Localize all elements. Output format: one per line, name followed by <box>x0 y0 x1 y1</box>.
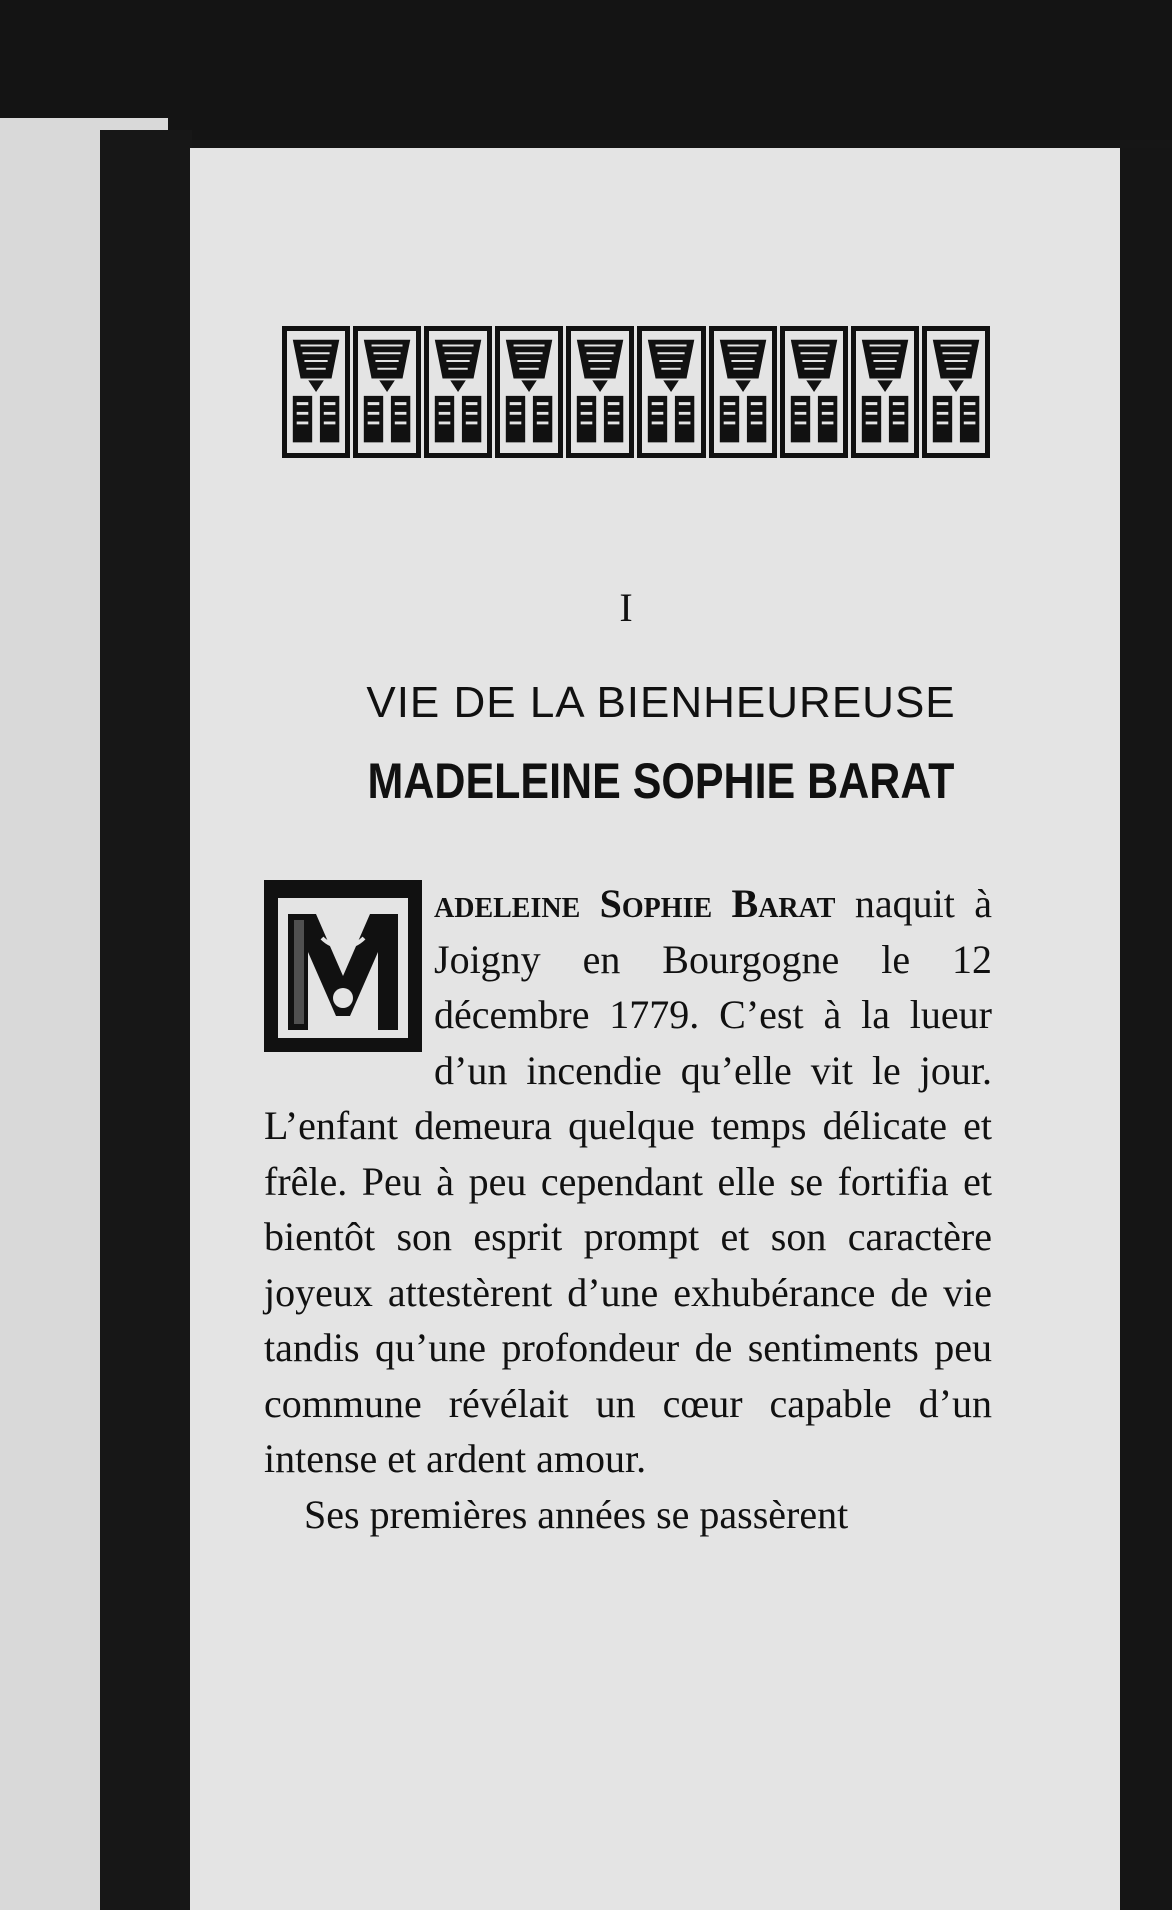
ornament-cell-icon <box>922 326 990 458</box>
ornamental-header-band <box>282 326 990 458</box>
ornament-cell-icon <box>709 326 777 458</box>
ornament-cell-icon <box>851 326 919 458</box>
lead-in-name: adeleine Sophie Barat <box>434 881 836 926</box>
ornament-cell-icon <box>780 326 848 458</box>
paragraph-1-text: naquit à Joigny en Bourgogne le 12 décembre 1779. C’est à la lueur d’un incendie qu’elle vit le jour. L’enfant demeura quelque temps délicate et frêle. Peu à peu cependant elle se fortifia et bientôt son esprit prompt et son caractère joyeux attestèrent d’une exhubérance de vie tandis qu’une profondeur de sentiments peu commune révélait un cœur capable d’un intense et ardent amour. <box>264 881 993 1481</box>
chapter-title-line-1: VIE DE LA BIENHEUREUSE <box>366 678 956 727</box>
chapter-number: I <box>619 585 633 630</box>
scan-right-border <box>1120 148 1172 1910</box>
drop-cap-ornament-icon <box>264 880 422 1052</box>
ornament-cell-icon <box>282 326 350 458</box>
ornament-cell-icon <box>637 326 705 458</box>
chapter-title-line-2: MADELEINE SOPHIE BARAT <box>367 753 955 809</box>
ornament-cell-icon <box>566 326 634 458</box>
decorated-initial-m-icon <box>264 880 422 1052</box>
body-text <box>264 876 992 1542</box>
book-spine <box>100 130 192 1910</box>
ornament-cell-icon <box>353 326 421 458</box>
scan-top-border <box>0 0 1172 140</box>
paragraph-2: Ses premières années se passèrent <box>304 1491 849 1537</box>
ornament-cell-icon <box>495 326 563 458</box>
ornament-cell-icon <box>424 326 492 458</box>
